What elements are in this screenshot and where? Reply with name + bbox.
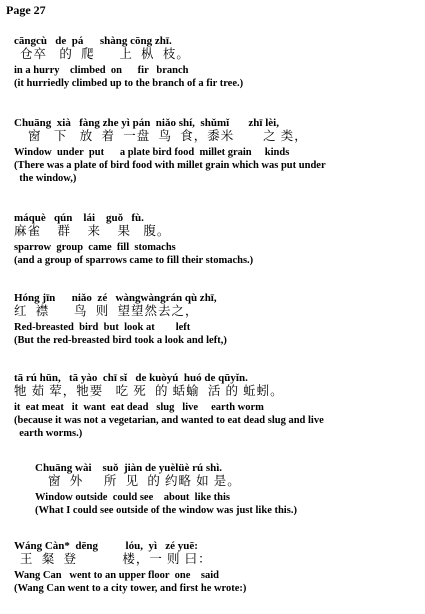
translation-line: (it hurriedly climbed up to the branch of a fir tree.) [14, 78, 244, 89]
hanzi-line: 牠 茹 荤，牠要 吃 死 的 蛞蝓 活 的 蚯蚓。 [14, 384, 284, 398]
gloss-line: Red-breasted bird but look at left [14, 322, 191, 333]
gloss-line: it eat meat it want eat dead slug live earth worm [14, 402, 264, 413]
translation-line: (What I could see outside of the window was just like this.) [35, 505, 297, 516]
gloss-line: Wang Can went to an upper floor one said [14, 570, 219, 581]
translation-line: the window,) [14, 173, 77, 184]
translation-line: (There was a plate of bird food with millet grain which was put under [14, 160, 326, 171]
pinyin-line: cāngcù de pá shàng cōng zhī. [14, 35, 172, 47]
translation-line: (Wang Can went to a city tower, and first he wrote:) [14, 583, 247, 594]
translation-line: (and a group of sparrows came to fill their stomachs.) [14, 255, 254, 266]
pinyin-line: Chuāng xià fàng zhe yì pán niǎo shí, shǔmǐ zhī lèi, [14, 117, 279, 129]
hanzi-line: 红 襟 鸟 则 望望然去之， [14, 304, 199, 318]
translation-line: earth worms.) [14, 428, 83, 439]
hanzi-line: 王 粲 登 楼，一 则 曰： [20, 552, 212, 566]
pinyin-line: máquè qún lái guǒ fù. [14, 212, 144, 224]
gloss-line: Window under put a plate bird food millet grain kinds [14, 147, 290, 158]
page-label: Page 27 [6, 3, 46, 17]
pinyin-line: Chuāng wài suǒ jiàn de yuèlüè rú shì. [35, 462, 223, 474]
pinyin-line: tā rú hūn, tā yào chī sǐ de kuòyú huó de qūyǐn. [14, 372, 248, 384]
hanzi-line: 麻雀 群 来 果 腹。 [14, 224, 171, 238]
gloss-line: Window outside could see about like this [35, 492, 230, 503]
pinyin-line: Wáng Càn* dēng lóu, yì zé yuē: [14, 540, 198, 552]
hanzi-line: 仓卒 的 爬 上 枞 枝。 [20, 47, 190, 61]
pinyin-line: Hóng jīn niǎo zé wàngwàngrán qù zhī, [14, 292, 217, 304]
hanzi-line: 窗 外 所 见 的 约略 如 是。 [48, 474, 241, 488]
translation-line: (But the red-breasted bird took a look and left,) [14, 335, 227, 346]
gloss-line: in a hurry climbed on fir branch [14, 65, 189, 76]
translation-line: (because it was not a vegetarian, and wanted to eat dead slug and live [14, 415, 324, 426]
hanzi-line: 窗 下 放 着 一盘 鸟 食，黍米 之 类， [28, 129, 308, 143]
gloss-line: sparrow group came fill stomachs [14, 242, 176, 253]
